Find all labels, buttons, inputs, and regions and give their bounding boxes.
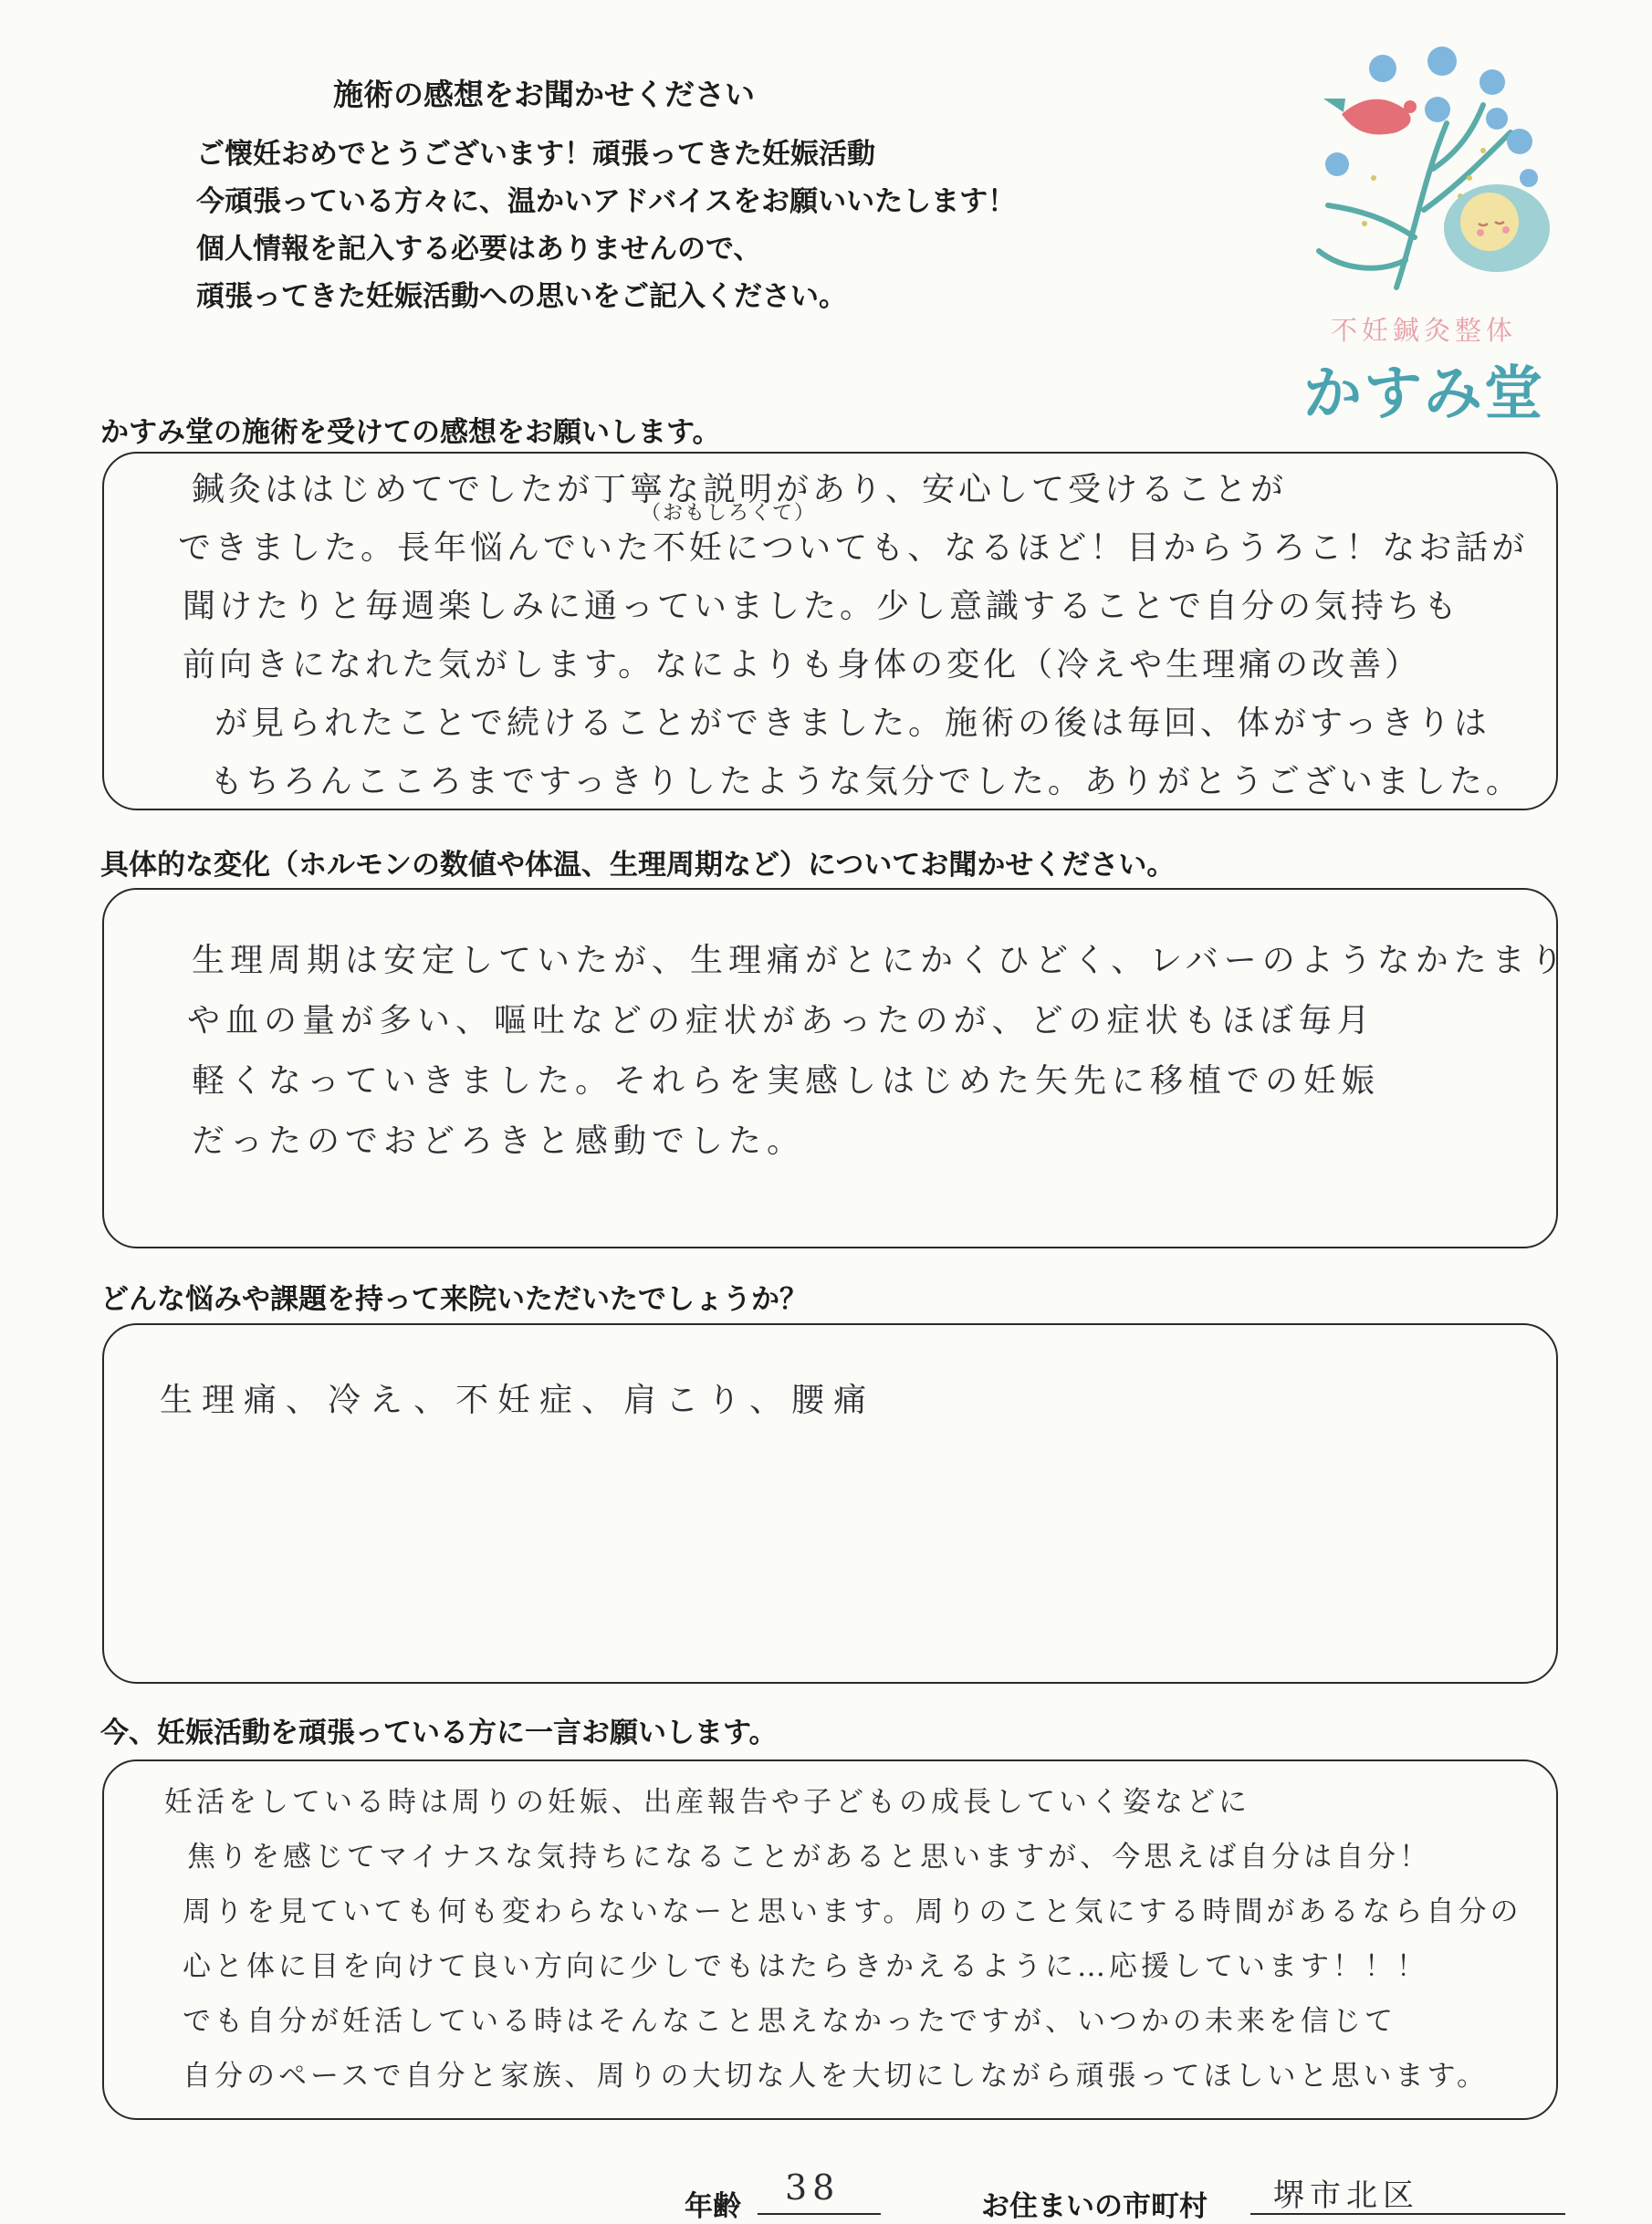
answer-line: 妊活をしている時は周りの妊娠、出産報告や子どもの成長していく姿などに [164,1786,1250,1819]
intro-block [196,71,1246,320]
age-underline [758,2213,881,2215]
question-2: 具体的な変化（ホルモンの数値や体温、生理周期など）についてお聞かせください。 [100,849,1176,882]
answer-line: 生理痛、冷え、不妊症、肩こり、腰痛 [160,1382,876,1419]
age-value: 38 [785,2167,841,2208]
city-label: お住まいの市町村 [981,2190,1208,2223]
answer-line: 自分のペースで自分と家族、周りの大切な人を大切にしながら頑張ってほしいと思います。 [183,2060,1489,2093]
city-value: 堺市北区 [1273,2177,1419,2214]
clinic-logo [1287,41,1561,428]
flower-bird-baby-illustration [1287,41,1561,315]
answer-line: 聞けたりと毎週楽しみに通っていました。少し意識することで自分の気持ちも [183,588,1461,625]
age-label: 年齢 [685,2190,741,2223]
answer-line: もちろんこころまですっきりしたような気分でした。ありがとうございました。 [210,763,1522,800]
answer-line: が見られたことで続けることができました。施術の後は毎回、体がすっきりは [214,705,1490,742]
answer-line: や血の量が多い、嘔吐などの症状があったのが、どの症状もほぼ毎月 [187,1002,1375,1039]
answer-line: 心と体に目を向けて良い方向に少しでもはたらきかえるように…応援しています！！！ [183,1950,1428,1983]
logo-subtitle: 不妊鍼灸整体 [1330,315,1517,346]
intro-line: 今頑張っている方々に、温かいアドバイスをお願いいたします！ [196,185,1017,218]
answer-1-annotation: （おもしろくて） [641,502,817,525]
answer-1 [178,461,1529,811]
answer-line: 前向きになれた気がします。なによりも身体の変化（冷えや生理痛の改善） [183,646,1422,684]
answer-line: でも自分が妊活している時はそんなこと思えなかったですが、いつかの未来を信じて [183,2005,1396,2038]
answer-line: だったのでおどろきと感動でした。 [192,1122,806,1160]
answer-line: 周りを見ていても何も変わらないなーと思います。周りのこと気にする時間があるなら自分の [183,1895,1522,1928]
answer-2 [187,931,1569,1172]
answer-line: 生理周期は安定していたが、生理痛がとにかくひどく、レバーのようなかたまり [192,942,1569,979]
answer-4 [164,1775,1522,2104]
answer-3 [160,1373,875,1428]
answer-line: できました。長年悩んでいた不妊についても、なるほど！目からうろこ！なお話が [178,529,1529,567]
intro-line: 頑張ってきた妊娠活動への思いをご記入ください。 [196,280,847,313]
intro-line: 個人情報を記入する必要はありませんので、 [196,233,762,266]
logo-name: かすみ堂 [1303,360,1544,428]
page-title: 施術の感想をお聞かせください [333,77,755,112]
question-4: 今、妊娠活動を頑張っている方に一言お願いします。 [100,1717,778,1749]
answer-line: 軽くなっていきました。それらを実感しはじめた矢先に移植での妊娠 [192,1062,1381,1100]
answer-line: 焦りを感じてマイナスな気持ちになることがあると思いますが、今思えば自分は自分！ [187,1841,1432,1874]
question-3: どんな悩みや課題を持って来院いただいたでしょうか？ [100,1283,808,1316]
question-1: かすみ堂の施術を受けての感想をお願いします。 [100,416,721,449]
answer-line: 鍼灸ははじめてでしたが丁寧な説明があり、安心して受けることが [192,471,1288,508]
intro-line: ご懐妊おめでとうございます！頑張ってきた妊娠活動 [196,138,875,171]
